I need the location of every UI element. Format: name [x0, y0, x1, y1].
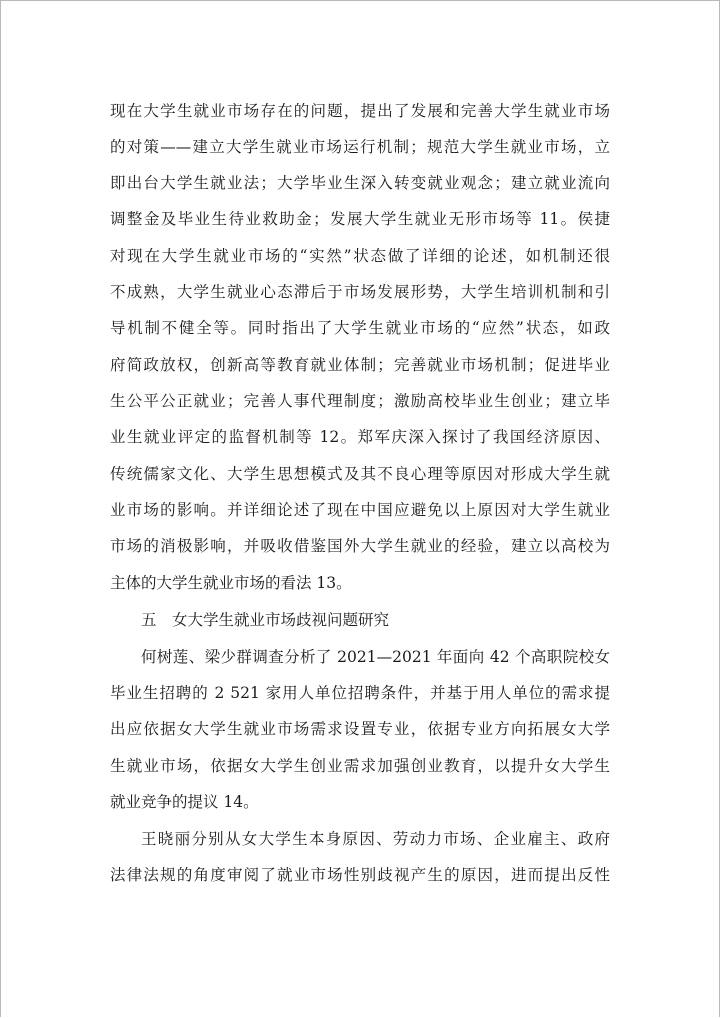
paragraph-line: 传统儒家文化、大学生思想模式及其不良心理等原因对形成大学生就 — [110, 465, 610, 483]
paragraph-line: 毕业生招聘的 2 521 家用人单位招聘条件，并基于用人单位的需求提 — [110, 684, 610, 702]
paragraph-line: 即出台大学生就业法；大学毕业生深入转变就业观念；建立就业流向 — [110, 174, 610, 192]
paragraph-line: 业市场的影响。并详细论述了现在中国应避免以上原因对大学生就业 — [110, 501, 610, 519]
paragraph-line: 生公平公正就业；完善人事代理制度；激励高校毕业生创业；建立毕 — [110, 392, 610, 410]
paragraph-line: 对现在大学生就业市场的“实然”状态做了详细的论述，如机制还很 — [110, 247, 610, 265]
paragraph-line: 市场的消极影响，并吸收借鉴国外大学生就业的经验，建立以高校为 — [110, 537, 610, 555]
paragraph-line: 法律法规的角度审阅了就业市场性别歧视产生的原因，进而提出反性 — [110, 866, 610, 884]
paragraph-line-last: 主体的大学生就业市场的看法 13。 — [110, 574, 352, 592]
paragraph-line: 调整金及毕业生待业救助金；发展大学生就业无形市场等 11。侯捷 — [110, 210, 610, 228]
paragraph-first-line: 何树莲、梁少群调查分析了 2021—2021 年面向 42 个高职院校女 — [141, 648, 610, 666]
paragraph-line: 业生就业评定的监督机制等 12。郑军庆深入探讨了我国经济原因、 — [110, 428, 610, 446]
paragraph-line: 的对策——建立大学生就业市场运行机制；规范大学生就业市场，立 — [110, 138, 610, 156]
paragraph-line: 不成熟，大学生就业心态滞后于市场发展形势，大学生培训机制和引 — [110, 283, 610, 301]
paragraph-line: 导机制不健全等。同时指出了大学生就业市场的“应然”状态，如政 — [110, 319, 610, 337]
paragraph-line: 出应依据女大学生就业市场需求设置专业，依据专业方向拓展女大学 — [110, 720, 610, 738]
paragraph-line: 生就业市场，依据女大学生创业需求加强创业教育，以提升女大学生 — [110, 757, 610, 775]
paragraph-line: 现在大学生就业市场存在的问题，提出了发展和完善大学生就业市场 — [110, 102, 610, 120]
paragraph-line: 府简政放权，创新高等教育就业体制；完善就业市场机制；促进毕业 — [110, 356, 610, 374]
paragraph-first-line: 王晓丽分别从女大学生本身原因、劳动力市场、企业雇主、政府 — [141, 830, 610, 848]
paragraph-line-last: 就业竞争的提议 14。 — [110, 793, 259, 811]
section-heading: 五 女大学生就业市场歧视问题研究 — [141, 611, 390, 629]
